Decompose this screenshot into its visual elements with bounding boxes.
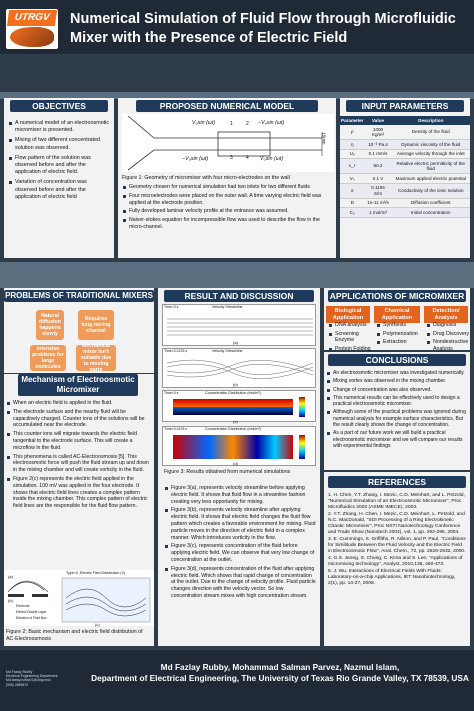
param-description: Average velocity through the inlet <box>392 149 470 159</box>
heatmap-band-high <box>173 399 293 407</box>
list-item: Drug Discovery <box>426 331 470 338</box>
fig-label: Electric Double Layer <box>16 610 47 614</box>
params-panel <box>340 98 470 258</box>
plot-tag: (b) <box>233 382 238 387</box>
params-heading: INPUT PARAMETERS <box>346 100 464 112</box>
problem-box: Natural diffusion happens slowly <box>36 310 64 340</box>
problem-box: Requires long mixing channel <box>78 310 114 340</box>
plot-tag: (a) <box>233 340 238 345</box>
params-table <box>340 116 470 218</box>
table-row <box>340 149 470 159</box>
plot-title: Velocity Streamline <box>212 305 243 309</box>
plot-title: Concentration Distribution (mol/m³) <box>205 427 261 431</box>
model-heading: PROPOSED NUMERICAL MODEL <box>136 100 318 112</box>
fig-label: Direction of Fluid flow <box>16 616 47 620</box>
reference-item: 1. H. Chen, Y.T. Zhang, I. Mezic, C.D. Meinhart, and L. Petzold, "Numerical Simulation of an Electroosmotic Micromixer", Proc Microfluidics 2003 (ASME IMECE), 2003. <box>328 493 465 510</box>
param-description: Density of the fluid <box>392 125 470 140</box>
reference-item: 5. J. Wu, Interactions of Electrical Fields With Fluids: Laboratory-on-a-chip Applications, IET Nanobiotechnology, 2(1), pp. 14-27, 2008. <box>328 569 456 586</box>
param-symbol: D <box>340 198 364 208</box>
list-item: Extraction <box>376 339 424 346</box>
param-symbol: C₀ <box>340 208 364 218</box>
streamline-plot-a <box>162 304 316 346</box>
section-band <box>0 262 474 288</box>
list-item: Figure 3(a), represents velocity streamline before applying electric field. It shows that fluid flow in a streamline fashion creating very less opportunity for mixing. <box>164 485 316 505</box>
field-plot-title: Type=0 ,Electric Field Distribution (V) <box>66 571 126 575</box>
app-category: Biological Application <box>326 306 370 323</box>
references-heading: REFERENCES <box>328 476 466 488</box>
references-list <box>328 493 466 587</box>
electrode-number: 2 <box>246 121 249 127</box>
list-item: Screening Enzyme <box>328 331 372 344</box>
table-row <box>340 208 470 218</box>
param-value: 0.1 mm/s <box>364 149 391 159</box>
voltage-label: V₀sin (ωt) <box>260 156 284 162</box>
list-item: Mixing of two different concentrated solution was observed. <box>8 137 110 151</box>
param-value: 0.1194 S/m <box>364 183 391 198</box>
objectives-heading: OBJECTIVES <box>10 100 108 112</box>
streamline-plot-b <box>162 348 316 388</box>
field-plot <box>62 578 150 622</box>
plot-tag: (c) <box>233 419 238 424</box>
reference-item: 3. E. Cummings, S. Griffiths, R. Nilson, and P. Paul, "Conditions for Similitude Between the Fluid Velocity and the Electric Field in Electroosmotic Flow", Anal. Chem., 72, pp. 2526-2532, 2000. <box>328 537 466 554</box>
mechanism-heading: Mechanism of Electroosmotic Micromixer <box>18 374 138 396</box>
authors: Md Fazlay Rubby, Mohammad Salman Parvez, Nazmul Islam, <box>160 662 400 672</box>
param-description: Conductivity of the ionic solution <box>392 183 470 198</box>
param-description: Dynamic viscosity of the fluid <box>392 140 470 150</box>
list-item: A numerical model of an electroosmotic micromixer is presented. <box>8 120 110 134</box>
param-value: 1000 Kg/m³ <box>364 125 391 140</box>
list-item: Flow pattern of the solution was observed before and after the application of electric field. <box>8 155 110 177</box>
reference-item: 4. G.S. Jeong, S. Chung, C. Kima and S. Lee, "Applications of micromixing technology", Analyst, 2010,135, 460-473. <box>328 556 463 567</box>
table-row <box>340 174 470 184</box>
electrode-shape <box>32 594 48 597</box>
figure-caption: Figure 3: Results obtained from numerical simulations <box>164 469 291 475</box>
app-list <box>376 322 424 348</box>
list-item: Nondestructive Analysis <box>426 339 470 352</box>
results-list <box>164 485 316 602</box>
plot-title: Velocity Streamline <box>212 349 243 353</box>
streamlines <box>163 305 315 345</box>
plot-title: Concentration Distribution (mol/m³) <box>205 391 261 395</box>
table-row <box>340 183 470 198</box>
fig-tag: (a) <box>8 574 13 579</box>
problem-box: Mechanical mixer isn't suitable due to moving parts <box>76 345 116 371</box>
results-heading: RESULT AND DISCUSSION <box>164 290 314 302</box>
electrode-number: 4 <box>246 155 249 161</box>
conclusions-heading: CONCLUSIONS <box>328 354 466 366</box>
param-symbol: ε_r <box>340 159 364 174</box>
list-item: Polymerization <box>376 331 424 338</box>
list-item: Figure 3(b), represents velocity streamline after applying electric field. It shows that electric field changes the fluid flow pattern which creates a favorable environment for mixing. Fluid particle moves in the direction of electric field in a complex manner. Which introduces vorticity in the flow. <box>164 507 316 541</box>
app-list <box>426 322 470 354</box>
list-item: Figure 3(d), represents concentration of the fluid after applying electric field. Which shows that rapid change of concentration at the outlet. Due to the change of velocity profile. Fluid particle changes direction with the velocity vector. So low concentration stream mixes with high concentration stream. <box>164 566 316 600</box>
list-item: Although some of the practical problems was ignored during numerical analysis for example surface characteristics. But the result clearly shows the change of concentration. <box>326 409 470 428</box>
column-header: Value <box>364 116 391 125</box>
reference-item: 2. Y.T. Zhang, H. Chen, I. Mezic, C.D. Meinhart, L. Petzold, and N.C. MacDonald, "SOI Processing of a Ring Electrokinetic Chaotic Micromixer", Proc NSTI Nanotechnology Conference and Trade Show (Nanotech 2004), vol. 1, pp. 292-295, 2004. <box>328 512 465 535</box>
list-item: Fully developed laminar velocity profile at the entrance was assumed. <box>122 208 334 215</box>
list-item: Geometry chosen for numerical simulation had two inlets for two different fluids <box>122 184 334 191</box>
list-item: Mixing vortex was observed in the mixing chamber. <box>326 378 470 384</box>
list-item: When an electric field is applied in the fluid. <box>6 400 154 407</box>
problems-heading: PROBLEMS OF TRADITIONAL MIXERS <box>5 291 153 300</box>
plot-time: Time=0 s <box>164 391 179 395</box>
contact-line: (956) 2855670 <box>6 682 29 687</box>
list-item: Protein Folding <box>328 346 372 353</box>
app-category: Detection/ Analysis <box>424 306 468 323</box>
table-row <box>340 125 470 140</box>
electrode-shape <box>8 594 24 597</box>
app-list <box>328 322 372 354</box>
heatmap-mixed <box>173 435 293 459</box>
param-description: Relative electric permittivity of the fluid <box>392 159 470 174</box>
objectives-list <box>4 114 114 201</box>
param-description: Maximum applied electric potential <box>392 174 470 184</box>
param-value: 1 mol/m³ <box>364 208 391 218</box>
voltage-label: −V₀sin (ωt) <box>258 120 285 126</box>
plot-time: Time=0 s <box>164 305 179 309</box>
list-item: Change of concentration was also observed. <box>326 387 470 393</box>
list-item: Figure 2(c) represents the electric field applied in the simulation. 100 mV was applied in the four electrode. It shows that electric field lines creates a complex pattern inside the mixing chamber. This complex pattern of electric field lines are the responsible for the fluid flow pattern. <box>6 476 154 510</box>
list-item: This counter ions will migrate towards the electric field tangential to the electrode surface. This will create a microflow in the fluid. <box>6 431 154 451</box>
plot-time: Time=0.0125 s <box>164 349 188 353</box>
mechanism-list <box>6 400 154 512</box>
streamlines <box>163 349 315 387</box>
list-item: Figure 3(c), represents concentration of the fluid before applying electric field. We can observe that very low change of concentration at the outlet. <box>164 543 316 563</box>
poster-title: Numerical Simulation of Fluid Flow through Microfluidic Mixer with the Presence of Electric Field <box>70 11 456 46</box>
list-item: The electrode surface and the nearby fluid will be capacitively charged. Counter ions of the solutions will be accumulated near the electrode. <box>6 409 154 429</box>
fig-tag: (c) <box>95 622 100 627</box>
department: Department of Electrical Engineering, The University of Texas Rio Grande Valley, TX 78539, USA <box>91 673 469 683</box>
param-symbol: σ <box>340 183 364 198</box>
params-body <box>340 125 470 217</box>
param-value: 1e-11 m²/s <box>364 198 391 208</box>
electrode-number: 3 <box>230 155 233 161</box>
objectives-panel <box>4 98 114 258</box>
micromixer-geometry <box>122 114 334 172</box>
model-panel <box>118 98 336 258</box>
param-symbol: η <box>340 140 364 150</box>
model-list <box>122 184 334 233</box>
list-item: This numerical results can be effectively used to design a practical electroosmotic micromixer. <box>326 395 470 408</box>
param-value: 0.1 V <box>364 174 391 184</box>
dimension-label: 15mm <box>321 132 327 145</box>
plot-time: Time=0.0125 s <box>164 427 188 431</box>
list-item: Diagnosis <box>426 322 470 329</box>
figure-caption: Figure 2: Basic mechanism and electric field distribution of AC-Electroosmosis <box>6 629 143 642</box>
table-row <box>340 198 470 208</box>
fig-tag: (b) <box>8 598 13 603</box>
vaquero-icon <box>10 27 54 47</box>
list-item: Naiver-stokes equation for incompressible flow was used to describe the flow in the micro-channel. <box>122 217 334 231</box>
column-header: Parameter <box>341 118 364 123</box>
param-symbol: ρ <box>340 125 364 140</box>
list-item: An electroosmotic micromixer was investigated numerically. <box>326 370 470 376</box>
param-symbol: U₀ <box>340 149 364 159</box>
electrode-number: 1 <box>230 121 233 127</box>
table-row <box>340 140 470 150</box>
param-description: Diffusion coefficient <box>392 198 470 208</box>
logo-text: UTRGV <box>7 10 57 26</box>
param-value: 80.2 <box>364 159 391 174</box>
contact-block <box>6 670 86 687</box>
list-item: Variation of concentration was observed before and after the application of electric field <box>8 179 110 201</box>
problem-box: Intensive problems for large molecules <box>30 345 66 371</box>
fig-label: Electrode <box>16 604 30 608</box>
contact-line: Electrical Engineering Department <box>6 674 58 679</box>
conclusions-list <box>326 370 470 451</box>
list-item: As a part of our future work we will build a practical electroosmotic micromixer and we will compare our results with experimental findings <box>326 430 470 449</box>
list-item: DNA analysis <box>328 322 372 329</box>
figure-caption: Figure 1: Geometry of micromixer with four micro-electrodes on the wall <box>122 175 290 181</box>
list-item: This phenomena is called AC-Electroosmosis [5]. This electroosmotic force will push the fluid stream up and down in the mixing chamber and will create vorticity in the fluid. <box>6 454 154 474</box>
voltage-label: −V₀sin (ωt) <box>182 156 209 162</box>
applications-heading: APPLICATIONS OF MICROMIXER <box>329 291 465 301</box>
plot-tag: (d) <box>233 461 238 466</box>
param-value: 10⁻³ Pa.s <box>364 140 391 150</box>
table-row <box>340 159 470 174</box>
param-symbol: V₀ <box>340 174 364 184</box>
color-scale <box>299 397 305 417</box>
app-category: Chemical Application <box>374 306 420 323</box>
concentration-plot-d <box>162 426 316 466</box>
contact-line: Md Fazlay Rubby <box>6 670 33 674</box>
contact-line: Md.fazlay.rubby01@utrgv.edu <box>6 678 51 683</box>
list-item: Four microelectrodes were placed on the outer wall. A time varying electric field was applied at the electrode position. <box>122 193 334 207</box>
list-item: Synthesis <box>376 322 424 329</box>
column-header: Description <box>392 116 470 125</box>
color-scale <box>299 435 305 459</box>
voltage-label: V₀sin (ωt) <box>192 120 216 126</box>
heatmap-band-low <box>173 407 293 415</box>
param-description: Initial concentration <box>392 208 470 218</box>
